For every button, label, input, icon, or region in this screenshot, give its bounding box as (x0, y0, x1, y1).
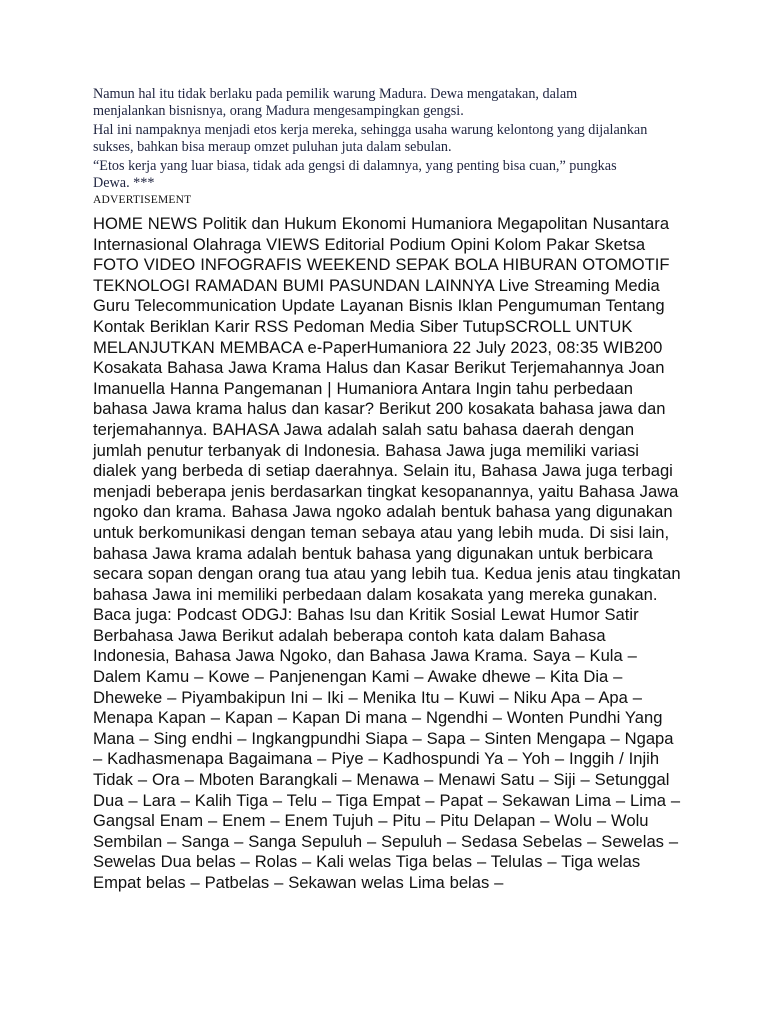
article-paragraph-2: Hal ini nampaknya menjadi etos kerja mereka, sehingga usaha warung kelontong yang dijalankan sukses, bahkan bisa meraup omzet puluhan juta dalam sebulan. (93, 122, 648, 155)
article-excerpt (93, 86, 653, 191)
scraped-page-text: HOME NEWS Politik dan Hukum Ekonomi Humaniora Megapolitan Nusantara Internasional Olahraga VIEWS Editorial Podium Opini Kolom Pakar Sketsa FOTO VIDEO INFOGRAFIS WEEKEND SEPAK BOLA HIBURAN OTOMOTIF TEKNOLOGI RAMADAN BUMI PASUNDAN LAINNYA Live Streaming Media Guru Telecommunication Update Layanan Bisnis Iklan Pengumuman Tentang Kontak Beriklan Karir RSS Pedoman Media Siber TutupSCROLL UNTUK MELANJUTKAN MEMBACA e-PaperHumaniora 22 July 2023, 08:35 WIB200 Kosakata Bahasa Jawa Krama Halus dan Kasar Berikut Terjemahannya Joan Imanuella Hanna Pangemanan | Humaniora Antara Ingin tahu perbedaan bahasa Jawa krama halus dan kasar? Berikut 200 kosakata bahasa jawa dan terjemahannya. BAHASA Jawa adalah salah satu bahasa daerah dengan jumlah penutur terbanyak di Indonesia. Bahasa Jawa juga memiliki variasi dialek yang berbeda di setiap daerahnya. Selain itu, Bahasa Jawa juga terbagi menjadi beberapa jenis berdasarkan tingkat kesopanannya, yaitu Bahasa Jawa ngoko dan krama. Bahasa Jawa ngoko adalah bentuk bahasa yang digunakan untuk berkomunikasi dengan teman sebaya atau yang lebih muda. Di sisi lain, bahasa Jawa krama adalah bentuk bahasa yang digunakan untuk berbicara secara sopan dengan orang tua atau yang lebih tua. Kedua jenis atau tingkatan bahasa Jawa ini memiliki perbedaan dalam kosakata yang mereka gunakan. Baca juga: Podcast ODGJ: Bahas Isu dan Kritik Sosial Lewat Humor Satir Berbahasa Jawa Berikut adalah beberapa contoh kata dalam Bahasa Indonesia, Bahasa Jawa Ngoko, dan Bahasa Jawa Krama. Saya – Kula – Dalem Kamu – Kowe – Panjenengan Kami – Awake dhewe – Kita Dia – Dheweke – Piyambakipun Ini – Iki – Menika Itu – Kuwi – Niku Apa – Apa – Menapa Kapan – Kapan – Kapan Di mana – Ngendhi – Wonten Pundhi Yang Mana – Sing endhi – Ingkangpundhi Siapa – Sapa – Sinten Mengapa – Ngapa – Kadhasmenapa Bagaimana – Piye – Kadhospundi Ya – Yoh – Inggih / Injih Tidak – Ora – Mboten Barangkali – Menawa – Menawi Satu – Siji – Setunggal Dua – Lara – Kalih Tiga – Telu – Tiga Empat – Papat – Sekawan Lima – Lima – Gangsal Enam – Enem – Enem Tujuh – Pitu – Pitu Delapan – Wolu – Wolu Sembilan – Sanga – Sanga Sepuluh – Sepuluh – Sedasa Sebelas – Sewelas – Sewelas Dua belas – Rolas – Kali welas Tiga belas – Telulas – Tiga welas Empat belas – Patbelas – Sekawan welas Lima belas – (93, 214, 681, 892)
article-paragraph-1: Namun hal itu tidak berlaku pada pemilik warung Madura. Dewa mengatakan, dalam menjalankan bisnisnya, orang Madura mengesampingkan gengsi. (93, 86, 578, 119)
advertisement-label: ADVERTISEMENT (93, 194, 192, 206)
article-paragraph-3: “Etos kerja yang luar biasa, tidak ada gengsi di dalamnya, yang penting bisa cuan,” pungkas Dewa. *** (93, 158, 617, 191)
